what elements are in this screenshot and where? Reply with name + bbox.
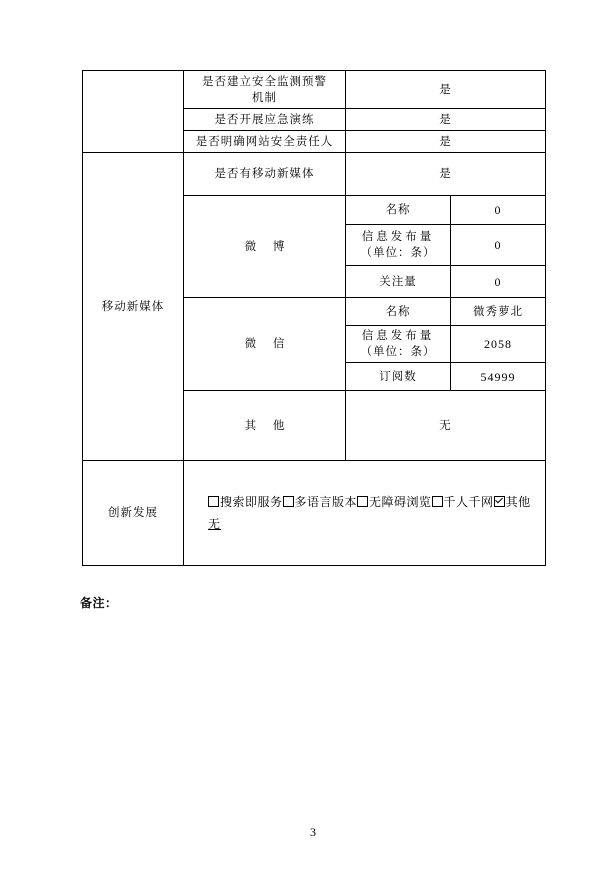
value-text: 2058 (484, 337, 512, 351)
label-text: 名称 (385, 305, 411, 318)
label-text: 是否有移动新媒体 (214, 168, 315, 180)
weibo-posts-label (346, 225, 451, 266)
row-label-emergency-drill (184, 109, 346, 131)
option-personalized (432, 495, 494, 509)
remarks-label: 备注： (80, 596, 118, 610)
weibo-name-value (451, 196, 546, 225)
option-label: 千人千网 (443, 494, 494, 509)
new-media-section-label (83, 153, 184, 461)
label-line: （单位：条） (360, 346, 436, 358)
wechat-name-value (451, 298, 546, 326)
weibo-followers-label (346, 266, 451, 298)
label-text: 关注量 (379, 275, 417, 288)
label-text: 是否明确网站安全责任人 (195, 135, 334, 148)
value-text: 0 (494, 238, 502, 252)
row-label-has-new-media (184, 153, 346, 196)
option-accessibility (357, 495, 432, 509)
security-section-cell (83, 71, 184, 153)
value-text: 是 (439, 113, 452, 126)
row-value-has-new-media (346, 153, 546, 196)
innovation-options-cell (184, 461, 546, 566)
value-text: 是 (439, 168, 452, 180)
other-media-label: 其 他 (244, 419, 285, 432)
option-label: 其他 (505, 494, 531, 509)
wechat-posts-value (451, 326, 546, 363)
wechat-subscribers-value (451, 363, 546, 391)
value-text: 0 (494, 203, 502, 217)
row-value-security-owner (346, 131, 546, 153)
value-text: 无 (439, 419, 452, 432)
label-line: 是否建立安全监测预警 (202, 75, 327, 88)
innovation-label-cell (83, 461, 184, 566)
innovation-other-line (208, 513, 545, 536)
row-label-security-owner (184, 131, 346, 153)
value-text: 54999 (480, 369, 516, 384)
wechat-subscribers-label (346, 363, 451, 391)
innovation-other-text: 无 (208, 516, 222, 531)
value-text: 是 (439, 83, 452, 96)
row-label-monitoring-warning (184, 71, 346, 109)
label-line: （单位：条） (360, 247, 436, 259)
innovation-label: 创新发展 (108, 507, 158, 519)
wechat-name-label (346, 298, 451, 326)
checkbox-checked-icon (494, 496, 505, 507)
weibo-name-label (346, 196, 451, 225)
row-value-monitoring-warning (346, 71, 546, 109)
weibo-label: 微 博 (244, 240, 285, 253)
page-number: 3 (310, 825, 316, 839)
weibo-posts-value (451, 225, 546, 266)
weibo-followers-value (451, 266, 546, 298)
value-text: 微秀萝北 (473, 305, 523, 318)
wechat-label-cell (184, 298, 346, 391)
option-search-service (208, 495, 283, 509)
checkbox-icon (432, 496, 443, 507)
row-value-emergency-drill (346, 109, 546, 131)
section-label-text: 移动新媒体 (101, 300, 165, 313)
option-label: 多语言版本 (294, 494, 358, 509)
option-label: 无障碍浏览 (369, 494, 432, 509)
report-table (82, 70, 546, 566)
option-other (494, 495, 531, 509)
checkbox-icon (283, 496, 294, 507)
label-text: 订阅数 (379, 370, 417, 383)
label-line: 信息发布量 (361, 330, 435, 342)
label-line: 信息发布量 (361, 231, 435, 243)
label-text: 名称 (385, 204, 411, 216)
innovation-options (208, 491, 545, 513)
wechat-label: 微 信 (244, 338, 285, 350)
option-label: 搜索即服务 (220, 494, 283, 509)
other-media-label-cell (184, 391, 346, 461)
option-multilingual (283, 495, 358, 509)
wechat-posts-label (346, 326, 451, 363)
checkbox-icon (208, 496, 219, 507)
value-text: 0 (494, 274, 502, 289)
value-text: 是 (439, 135, 452, 148)
label-line: 机制 (252, 91, 277, 104)
label-text: 是否开展应急演练 (214, 113, 315, 126)
weibo-label-cell (184, 196, 346, 298)
other-media-value (346, 391, 546, 461)
checkbox-icon (357, 496, 368, 507)
